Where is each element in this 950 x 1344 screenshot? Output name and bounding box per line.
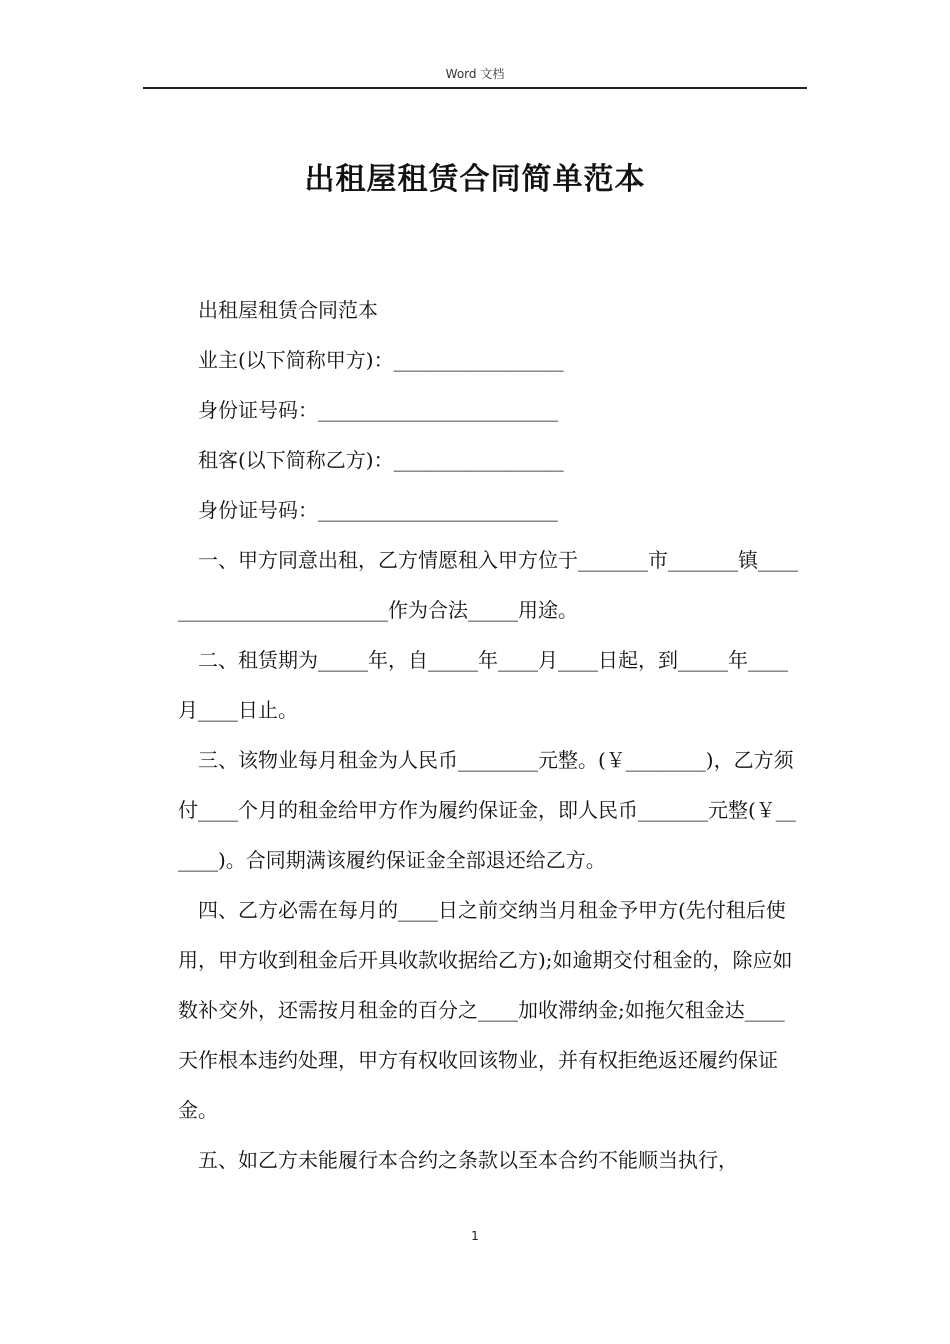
header-divider: [143, 87, 807, 89]
page-number: 1: [471, 1229, 479, 1243]
document-body: [178, 285, 803, 1185]
paragraph-clause-3: 三、该物业每月租金为人民币________元整。(￥________)，乙方须付____个月的租金给甲方作为履约保证金，即人民币_______元整(￥______)。合同期满该履约保证金全部退还给乙方。: [178, 748, 796, 872]
paragraph-clause-2: 二、租赁期为_____年，自_____年____月____日起，到_____年____月____日止。: [178, 648, 788, 722]
document-title: 出租屋租赁合同简单范本: [304, 162, 646, 197]
paragraph-tenant: 租客(以下简称乙方)：_________________: [198, 448, 564, 472]
paragraph-subtitle: 出租屋租赁合同范本: [198, 298, 378, 322]
page-header-label: Word 文档: [445, 67, 505, 81]
paragraph-landlord: 业主(以下简称甲方)：_________________: [198, 348, 564, 372]
paragraph-clause-4: 四、乙方必需在每月的____日之前交纳当月租金予甲方(先付租后使用，甲方收到租金后开具收款收据给乙方);如逾期交付租金的，除应如数补交外，还需按月租金的百分之____加收滞纳金;如拖欠租金达____天作根本违约处理，甲方有权收回该物业，并有权拒绝返还履约保证金。: [178, 898, 793, 1122]
paragraph-clause-5: 五、如乙方未能履行本合约之条款以至本合约不能顺当执行，: [198, 1148, 738, 1172]
paragraph-tenant-id: 身份证号码：________________________: [198, 498, 558, 522]
paragraph-clause-1: 一、甲方同意出租，乙方情愿租入甲方位于_______市_______镇_________________________作为合法_____用途。: [178, 548, 798, 622]
paragraph-landlord-id: 身份证号码：________________________: [198, 398, 558, 422]
